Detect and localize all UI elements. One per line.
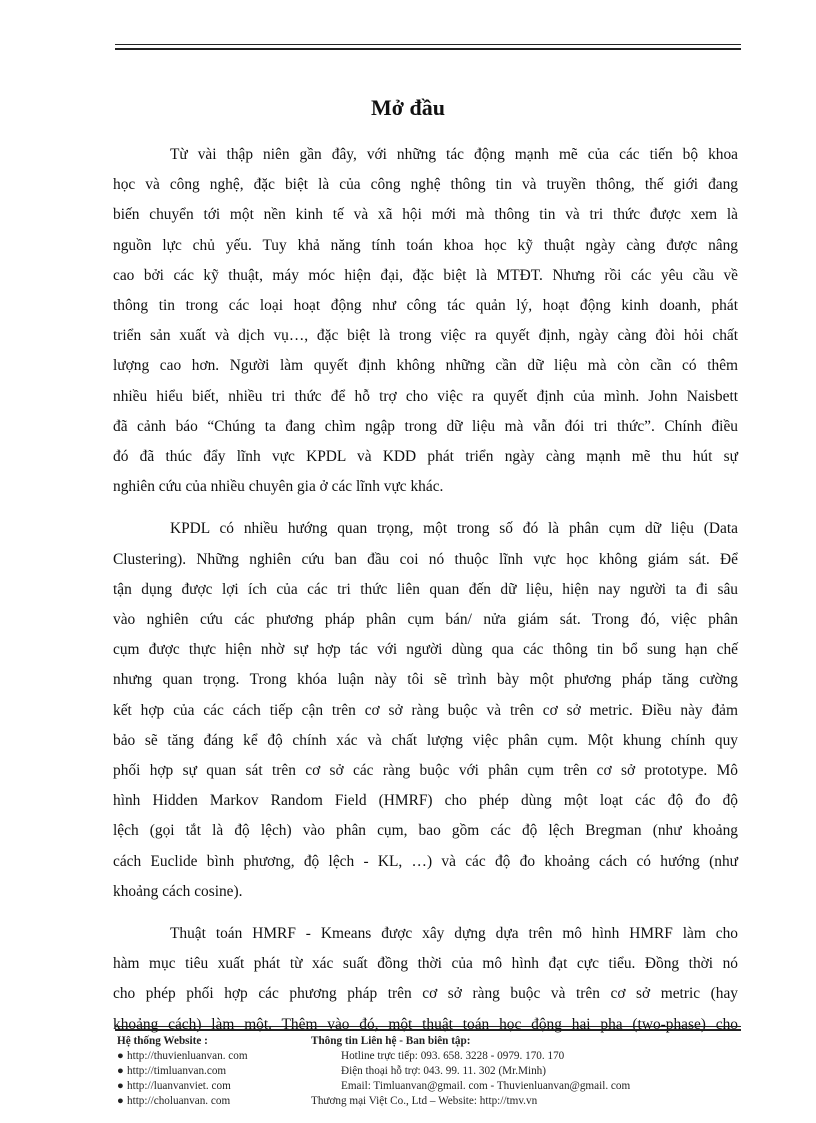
- bullet-icon: ●: [117, 1065, 124, 1077]
- email-text: Email: Timluanvan@gmail. com - Thuvienluanvan@gmail. com: [341, 1080, 631, 1092]
- text-line: thông tin trong các loại hoạt động như công tác quản lý, hoạt động kinh doanh, phát: [113, 297, 738, 315]
- footer-rule: [115, 1026, 741, 1031]
- text-line: Từ vài thập niên gần đây, với những tác động mạnh mẽ của các tiến bộ khoa: [170, 146, 738, 163]
- paragraph: [113, 140, 738, 502]
- text-line: KPDL có nhiều hướng quan trọng, một trong số đó là phân cụm dữ liệu (Data: [170, 520, 738, 538]
- website-link[interactable]: ● http://luanvanviet. com: [117, 1080, 231, 1092]
- text-line: hình Hidden Markov Random Field (HMRF) cho phép dùng một loạt các độ đo độ: [113, 792, 738, 810]
- text-line: nhưng quan trọng. Trong khóa luận này tôi sẽ trình bày một phương pháp tăng cường: [113, 671, 738, 689]
- header-rule: [115, 44, 741, 50]
- website-link[interactable]: ● http://thuvienluanvan. com: [117, 1050, 248, 1062]
- text-line: tận dụng được lợi ích của các tri thức liên quan đến dữ liệu, hiện nay người ta đi sâu: [113, 580, 738, 598]
- text-line: bảo sẽ tăng đáng kể độ chính xác và chất lượng việc phân cụm. Một khung chính quy: [113, 731, 738, 749]
- bullet-icon: ●: [117, 1095, 124, 1107]
- text-line: lệch (gọi tắt là độ lệch) vào phân cụm, bao gồm các độ lệch Bregman (như khoảng: [113, 822, 738, 840]
- phone-support-text: Điện thoại hỗ trợ: 043. 99. 11. 302 (Mr.Minh): [341, 1065, 546, 1077]
- text-line: khoảng cách cosine).: [113, 882, 243, 900]
- text-line: nguồn lực chủ yếu. Tuy khả năng tính toán khoa học kỹ thuật ngày càng được nâng: [113, 236, 738, 254]
- company-website-text: Thương mại Việt Co., Ltd – Website: http://tmv.vn: [311, 1095, 538, 1107]
- text-line: cụm được thực hiện nhờ sự hợp tác với người dùng qua các thông tin bổ sung hạn chế: [113, 641, 738, 659]
- text-line: phối hợp sự quan sát trên cơ sở các ràng buộc với phân cụm trên cơ sở prototype. Mô: [113, 762, 738, 780]
- footer-websites: [117, 1034, 317, 1109]
- text-line: nghiên cứu của nhiều chuyên gia ở các lĩnh vực khác.: [113, 478, 444, 496]
- text-line: khoảng cách) làm một. Thêm vào đó, một thuật toán học động hai pha (two-phase) cho: [113, 1015, 738, 1033]
- bullet-icon: ●: [117, 1050, 124, 1062]
- text-line: đã cảnh báo “Chúng ta đang chìm ngập trong dữ liệu mà vẫn đói tri thức”. Chính điều: [113, 417, 738, 435]
- bullet-icon: ●: [117, 1080, 124, 1092]
- paragraph: [113, 919, 738, 1040]
- text-line: đó đã thúc đẩy lĩnh vực KPDL và KDD phát triển ngày càng mạnh mẽ thu hút sự: [113, 448, 738, 466]
- text-line: cao bởi các kỹ thuật, máy móc hiện đại, đặc biệt là MTĐT. Nhưng rồi các yêu cầu về: [113, 266, 738, 284]
- contacts-heading: Thông tin Liên hệ - Ban biên tập:: [311, 1035, 471, 1047]
- page-title: Mở đầu: [371, 95, 445, 120]
- hotline-text: Hotline trực tiếp: 093. 658. 3228 - 0979. 170. 170: [341, 1050, 565, 1062]
- text-line: Thuật toán HMRF - Kmeans được xây dựng dựa trên mô hình HMRF làm cho: [170, 925, 738, 943]
- text-line: kết hợp của các cách tiếp cận trên cơ sở ràng buộc và trên cơ sở metric. Điều này đảm: [113, 701, 738, 719]
- websites-heading: Hệ thống Website :: [117, 1035, 208, 1047]
- text-line: hàm mục tiêu xuất phát từ xác suất đồng thời của mô hình đạt cực tiểu. Đồng thời nó: [113, 955, 738, 973]
- text-line: cách Euclide bình phương, độ lệch - KL, …) và các độ đo khoảng cách có hướng (như: [113, 852, 738, 870]
- text-line: triển sản xuất và dịch vụ…, đặc biệt là trong việc ra quyết định, ngày càng đòi hỏi chất: [113, 327, 738, 345]
- text-line: học và công nghệ, đặc biệt là của công nghệ thông tin và truyền thông, thế giới đang: [113, 176, 738, 194]
- footer-contacts: [311, 1034, 741, 1109]
- text-line: lượng cao hơn. Người làm quyết định không những cần dữ liệu mà còn cần có thêm: [113, 357, 738, 375]
- website-link[interactable]: ● http://choluanvan. com: [117, 1095, 231, 1107]
- text-line: nhiều hiểu biết, nhiều tri thức để hỗ trợ cho việc ra quyết định của mình. John Naisbett: [113, 387, 738, 405]
- paragraph: [113, 514, 738, 907]
- text-line: Clustering). Những nghiên cứu ban đầu coi nó thuộc lĩnh vực học không giám sát. Để: [113, 550, 738, 568]
- text-line: biến chuyển tới một nền kinh tế và xã hội mới mà thông tin và tri thức được xem là: [113, 206, 738, 224]
- website-link[interactable]: ● http://timluanvan.com: [117, 1065, 227, 1077]
- text-line: vào nghiên cứu các phương pháp phân cụm bán/ nửa giám sát. Trong đó, việc phân: [113, 611, 738, 629]
- text-line: cho phép phối hợp các phương pháp trên cơ sở ràng buộc và trên cơ sở metric (hay: [113, 985, 738, 1003]
